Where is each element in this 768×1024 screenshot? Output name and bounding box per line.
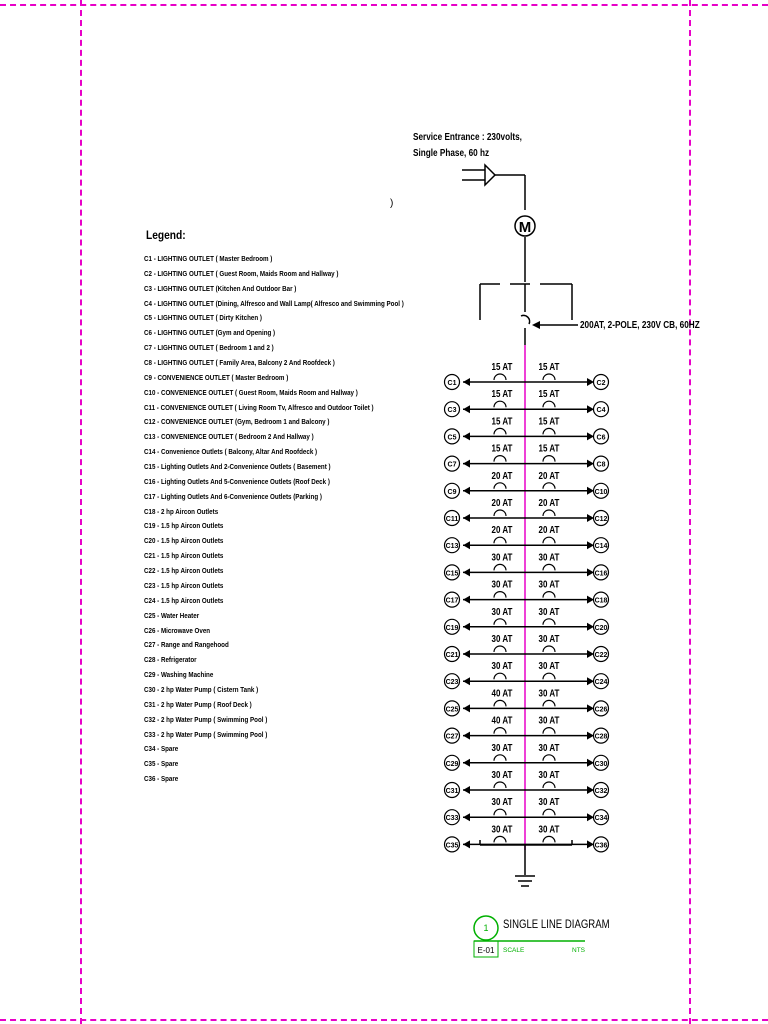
title-block [474,916,610,957]
right-breaker-rating: 30 AT [538,769,560,781]
breaker-row [445,742,609,770]
legend-item: C12 - CONVENIENCE OUTLET (Gym, Bedroom 1 and Balcony ) [144,417,330,427]
right-breaker-rating: 15 AT [538,388,560,400]
legend-item: C31 - 2 hp Water Pump ( Roof Deck ) [144,699,252,709]
legend-item: C4 - LIGHTING OUTLET (Dining, Alfresco and Wall Lamp( Alfresco and Swimming Pool ) [144,298,404,308]
legend-item: C7 - LIGHTING OUTLET ( Bedroom 1 and 2 ) [144,343,274,353]
right-breaker-rating: 30 AT [538,578,560,590]
left-breaker-icon [494,483,506,489]
legend-item: C25 - Water Heater [144,610,200,620]
left-arrow-icon [463,732,470,740]
left-arrow-icon [463,487,470,495]
main-breaker-label: 200AT, 2-POLE, 230V CB, 60HZ [580,320,700,331]
right-circuit-label: C14 [594,543,608,551]
left-arrow-icon [463,759,470,767]
left-breaker-rating: 30 AT [491,605,513,618]
left-breaker-icon [494,700,506,706]
left-breaker-rating: 30 AT [491,551,513,563]
meter-label: M [518,219,532,236]
left-circuit-label: C17 [445,597,459,605]
right-breaker-rating: 20 AT [538,524,560,536]
left-breaker-icon [494,673,506,679]
left-breaker-rating: 30 AT [491,823,513,835]
stray-mark: ) [390,198,394,209]
right-circuit-label: C10 [594,488,608,496]
legend-item: C10 - CONVENIENCE OUTLET ( Guest Room, Maids Room and Hallway ) [144,387,358,397]
left-arrow-icon [463,568,470,576]
right-breaker-rating: 30 AT [538,660,560,672]
right-breaker-rating: 15 AT [538,361,560,373]
right-breaker-icon [543,700,555,706]
right-breaker-icon [543,510,555,516]
right-circuit-label: C32 [594,788,608,795]
right-breaker-icon [543,673,555,679]
legend-item: C32 - 2 hp Water Pump ( Swimming Pool ) [144,714,268,724]
left-breaker-icon [494,619,506,625]
left-arrow-icon [463,405,470,413]
right-breaker-rating: 30 AT [538,605,560,618]
breaker-row [445,361,609,389]
service-drop-icon [462,165,525,210]
legend-item: C15 - Lighting Outlets And 2-Convenience Outlets ( Basement ) [144,462,331,472]
legend-item: C5 - LIGHTING OUTLET ( Dirty Kitchen ) [144,313,262,323]
left-breaker-rating: 30 AT [491,633,513,645]
left-circuit-label: C13 [445,543,459,551]
left-breaker-rating: 40 AT [491,687,513,699]
left-breaker-icon [494,537,506,543]
left-arrow-icon [463,813,470,821]
left-breaker-rating: 15 AT [491,388,513,400]
legend-item: C34 - Spare [144,744,179,754]
left-circuit-label: C11 [445,516,459,523]
left-circuit-label: C1 [447,380,457,387]
legend-item: C22 - 1.5 hp Aircon Outlets [144,566,224,576]
diagram-title: SINGLE LINE DIAGRAM [503,918,610,932]
left-circuit-label: C3 [447,407,457,415]
left-arrow-icon [463,623,470,631]
left-arrow-icon [463,704,470,712]
right-breaker-rating: 15 AT [538,415,560,427]
legend-item: C35 - Spare [144,759,179,769]
left-breaker-rating: 40 AT [491,714,513,726]
right-breaker-icon [543,374,555,380]
right-circuit-label: C8 [596,461,606,469]
right-circuit-label: C12 [594,516,608,523]
legend-item: C36 - Spare [144,774,179,784]
right-breaker-rating: 30 AT [538,823,560,835]
legend-item: C30 - 2 hp Water Pump ( Cistern Tank ) [144,684,259,694]
left-breaker-icon [494,374,506,380]
legend-item: C9 - CONVENIENCE OUTLET ( Master Bedroom ) [144,372,289,382]
left-arrow-icon [463,432,470,440]
left-circuit-label: C27 [445,733,459,741]
left-breaker-rating: 30 AT [491,660,513,672]
meter-icon [515,216,535,236]
right-circuit-label: C24 [594,679,608,687]
right-breaker-rating: 15 AT [538,442,560,454]
breaker-row [445,388,609,416]
left-arrow-icon [463,786,470,794]
legend-title: Legend: [146,228,186,242]
left-arrow-icon [463,378,470,386]
right-breaker-rating: 20 AT [538,469,560,482]
breaker-row [445,688,609,716]
left-breaker-icon [494,782,506,788]
left-breaker-icon [494,564,506,570]
legend-item: C28 - Refrigerator [144,655,197,665]
left-circuit-label: C33 [445,815,459,823]
right-circuit-label: C34 [594,815,608,823]
right-breaker-rating: 30 AT [538,633,560,645]
left-breaker-icon [494,809,506,815]
left-breaker-rating: 20 AT [491,469,513,482]
right-circuit-label: C16 [594,570,608,578]
right-breaker-icon [543,646,555,652]
left-breaker-rating: 20 AT [491,524,513,536]
left-breaker-icon [494,456,506,462]
scale-value: NTS [572,947,585,954]
breaker-row [445,796,609,824]
left-breaker-rating: 15 AT [491,415,513,427]
breaker-row [445,633,609,661]
right-circuit-label: C26 [594,706,608,714]
legend-item: C16 - Lighting Outlets And 5-Convenience Outlets (Roof Deck ) [144,476,330,486]
left-breaker-rating: 30 AT [491,769,513,781]
title-number: 1 [483,923,489,933]
scale-label: SCALE [503,947,525,954]
right-circuit-label: C18 [594,597,608,605]
legend-item: C33 - 2 hp Water Pump ( Swimming Pool ) [144,729,268,739]
left-breaker-rating: 15 AT [491,361,513,373]
left-breaker-icon [494,728,506,734]
left-breaker-rating: 30 AT [491,796,513,808]
legend-item: C29 - Washing Machine [144,670,214,680]
legend-item: C14 - Convenience Outlets ( Balcony, Altar And Roofdeck ) [144,447,318,457]
left-circuit-label: C5 [447,434,457,442]
left-breaker-icon [494,836,506,842]
legend-item: C11 - CONVENIENCE OUTLET ( Living Room Tv, Alfresco and Outdoor Toilet ) [144,402,374,412]
right-breaker-icon [543,836,555,842]
right-breaker-icon [543,755,555,761]
left-breaker-rating: 30 AT [491,741,513,754]
service-entrance-line1: Service Entrance : 230volts, [413,132,522,143]
left-breaker-icon [494,646,506,652]
left-circuit-label: C25 [445,706,459,714]
left-breaker-rating: 15 AT [491,442,513,454]
legend-item: C19 - 1.5 hp Aircon Outlets [144,521,224,531]
legend-item: C21 - 1.5 hp Aircon Outlets [144,551,224,561]
main-breaker-enclosure [480,284,572,345]
left-breaker-rating: 30 AT [491,578,513,590]
left-circuit-label: C7 [447,461,457,469]
right-circuit-label: C28 [594,733,608,741]
left-circuit-label: C9 [447,488,457,496]
breaker-row [445,660,609,688]
left-arrow-icon [463,677,470,685]
legend-item: C17 - Lighting Outlets And 6-Convenience Outlets (Parking ) [144,491,322,501]
legend-item: C8 - LIGHTING OUTLET ( Family Area, Balcony 2 And Roofdeck ) [144,358,335,368]
legend-item: C1 - LIGHTING OUTLET ( Master Bedroom ) [144,254,273,263]
right-circuit-label: C4 [596,407,606,415]
sheet-number: E-01 [477,946,495,955]
breaker-row [445,443,609,471]
legend-item: C26 - Microwave Oven [144,625,211,635]
right-breaker-icon [543,428,555,434]
left-circuit-label: C31 [445,788,459,795]
left-circuit-label: C19 [445,624,459,632]
breaker-row [445,824,609,852]
breaker-row [445,524,609,552]
left-circuit-label: C15 [445,570,459,578]
right-circuit-label: C36 [594,842,608,850]
right-breaker-icon [543,456,555,462]
breaker-row [445,552,609,580]
right-breaker-icon [543,401,555,407]
branch-breakers [445,361,609,852]
service-entrance-line2: Single Phase, 60 hz [413,148,490,159]
left-breaker-icon [494,510,506,516]
breaker-row [445,715,609,743]
breaker-row [445,606,609,634]
left-breaker-icon [494,755,506,761]
breaker-row [445,470,609,498]
legend-item: C18 - 2 hp Aircon Outlets [144,506,219,516]
left-breaker-icon [494,428,506,434]
panel-bottom [480,840,572,875]
right-breaker-icon [543,564,555,570]
right-breaker-icon [543,728,555,734]
right-breaker-icon [543,619,555,625]
left-arrow-icon [463,596,470,604]
main-breaker-arrow [532,321,578,329]
left-arrow-icon [463,541,470,549]
right-breaker-icon [543,483,555,489]
legend-item: C23 - 1.5 hp Aircon Outlets [144,580,224,590]
right-breaker-icon [543,782,555,788]
right-breaker-icon [543,809,555,815]
breaker-row [445,769,609,797]
legend-item: C3 - LIGHTING OUTLET (Kitchen And Outdoor Bar ) [144,283,297,293]
left-breaker-rating: 20 AT [491,497,513,509]
right-breaker-rating: 30 AT [538,714,560,726]
legend-item: C27 - Range and Rangehood [144,640,229,650]
right-breaker-rating: 20 AT [538,497,560,509]
right-breaker-rating: 30 AT [538,551,560,563]
legend-item: C20 - 1.5 hp Aircon Outlets [144,536,224,546]
left-circuit-label: C29 [445,760,459,768]
right-breaker-icon [543,592,555,598]
right-circuit-label: C6 [596,434,606,442]
breaker-row [445,497,609,525]
right-breaker-icon [543,537,555,543]
left-circuit-label: C21 [445,652,459,659]
legend-item: C24 - 1.5 hp Aircon Outlets [144,595,224,605]
left-arrow-icon [463,460,470,468]
left-breaker-icon [494,592,506,598]
right-circuit-label: C22 [594,652,608,659]
legend-item: C2 - LIGHTING OUTLET ( Guest Room, Maids Room and Hallway ) [144,268,339,278]
right-circuit-label: C30 [594,760,608,768]
left-arrow-icon [463,840,470,848]
right-breaker-rating: 30 AT [538,741,560,754]
right-circuit-label: C2 [596,380,606,387]
right-breaker-rating: 30 AT [538,796,560,808]
right-circuit-label: C20 [594,624,608,632]
left-circuit-label: C23 [445,679,459,687]
breaker-row [445,579,609,607]
left-arrow-icon [463,650,470,658]
ground-icon [515,876,535,886]
left-circuit-label: C35 [445,842,459,850]
legend-item: C13 - CONVENIENCE OUTLET ( Bedroom 2 And Hallway ) [144,432,314,442]
left-breaker-icon [494,401,506,407]
breaker-row [445,416,609,444]
right-breaker-rating: 30 AT [538,687,560,699]
legend-item: C6 - LIGHTING OUTLET (Gym and Opening ) [144,328,276,338]
left-arrow-icon [463,514,470,522]
